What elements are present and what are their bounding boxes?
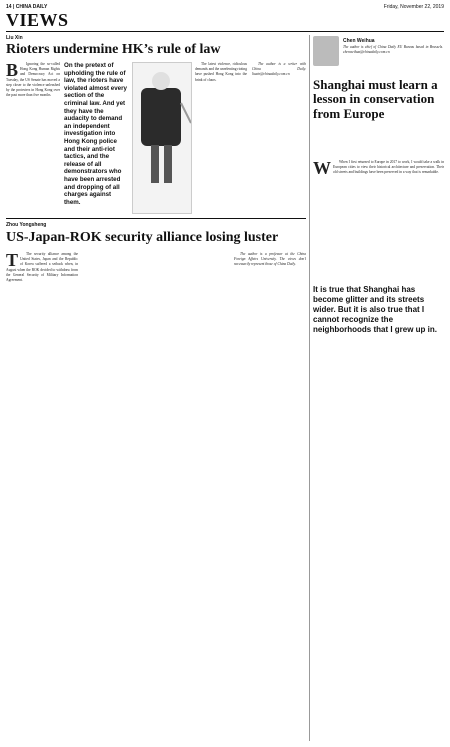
article2-body: When I first returned to Europe in 2017 to work, I would take a walk in European cities to view their historical architecture and preservation. Their old streets and buildings have been preserved in a way that is remarkable. (333, 160, 444, 175)
article2-author-bio: The author is chief of China Daily EU Bureau based in Brussels. chenweihua@chinadaily.com.cn (343, 45, 443, 55)
article3-byline: Zhou Yongsheng (6, 222, 47, 228)
author-photo (313, 36, 339, 66)
article1-column-4 (252, 62, 306, 212)
article1-author-bio: The author is a writer with China Daily. liuxin@chinadaily.com.cn (252, 62, 306, 77)
article1-body-2: The latest violence, ridiculous demands and the unrelenting rioting have pushed Hong Kong into the brink of chaos. (195, 62, 247, 82)
article2-headline: Shanghai must learn a lesson in conservation from Europe (313, 77, 438, 121)
article1-column-1: B Ignoring the so-called Hong Kong Human Rights and Democracy Act on Tuesday, the US Senate has moved a step closer to the violence unleashed by the protesters in Hong Kong over the past more than five months. (6, 62, 60, 98)
page-header (6, 4, 444, 14)
riot-illustration (132, 62, 192, 214)
article3-body: The security alliance among the United States, Japan and the Republic of Korea suffered a setback when, in August when the ROK decided to withdraw from the General Security of Military Information Agreement. (6, 252, 78, 283)
page-number: 14 | CHINA DAILY (6, 4, 48, 10)
article2-pullquote: It is true that Shanghai has become glitter and its streets wider. But it is also true that I cannot recognize the neighborhoods that I grew up in. (313, 285, 437, 334)
column-divider (309, 35, 310, 741)
article3-rule (6, 218, 306, 219)
article3-column-4 (234, 252, 306, 742)
article3-column-1: T The security alliance among the United States, Japan and the Republic of Korea suffered a setback when, in August when the ROK decided to withdraw from the General Security of Military Information Agreement. (6, 252, 78, 283)
article1-body-1: Ignoring the so-called Hong Kong Human Rights and Democracy Act on Tuesday, the US Senate has moved a step closer to the violence unleashed by the protesters in Hong Kong over the past more than five months. (6, 62, 60, 98)
header-rule (6, 31, 444, 32)
section-title: VIEWS (6, 10, 69, 30)
article1-column-3 (195, 62, 247, 212)
article3-author-bio: The author is a professor at the China Foreign Affairs University. The views don’t necessarily represent those of China Daily. (234, 252, 306, 267)
issue-date: Friday, November 22, 2019 (383, 4, 444, 10)
article3-headline: US-Japan-ROK security alliance losing luster (6, 230, 279, 245)
article1-pullquote: On the pretext of upholding the rule of law, the rioters have violated almost every section of the criminal law. And yet they have the audacity to demand an independent investigation into Hong Kong police and their anti-riot tactics, and the release of all demonstrators who have been arrested and dropping of all charges against them. (64, 62, 127, 206)
article2-column: W When I first returned to Europe in 2017 to work, I would take a walk in European cities to view their historical architecture and preservation. Their old streets and buildings have been preserved in a way that is remarkable. (313, 160, 444, 178)
article1-headline: Rioters undermine HK’s rule of law (6, 42, 221, 57)
article1-byline: Liu Xin (6, 35, 23, 41)
article2-byline: Chen Weihua (343, 38, 375, 44)
